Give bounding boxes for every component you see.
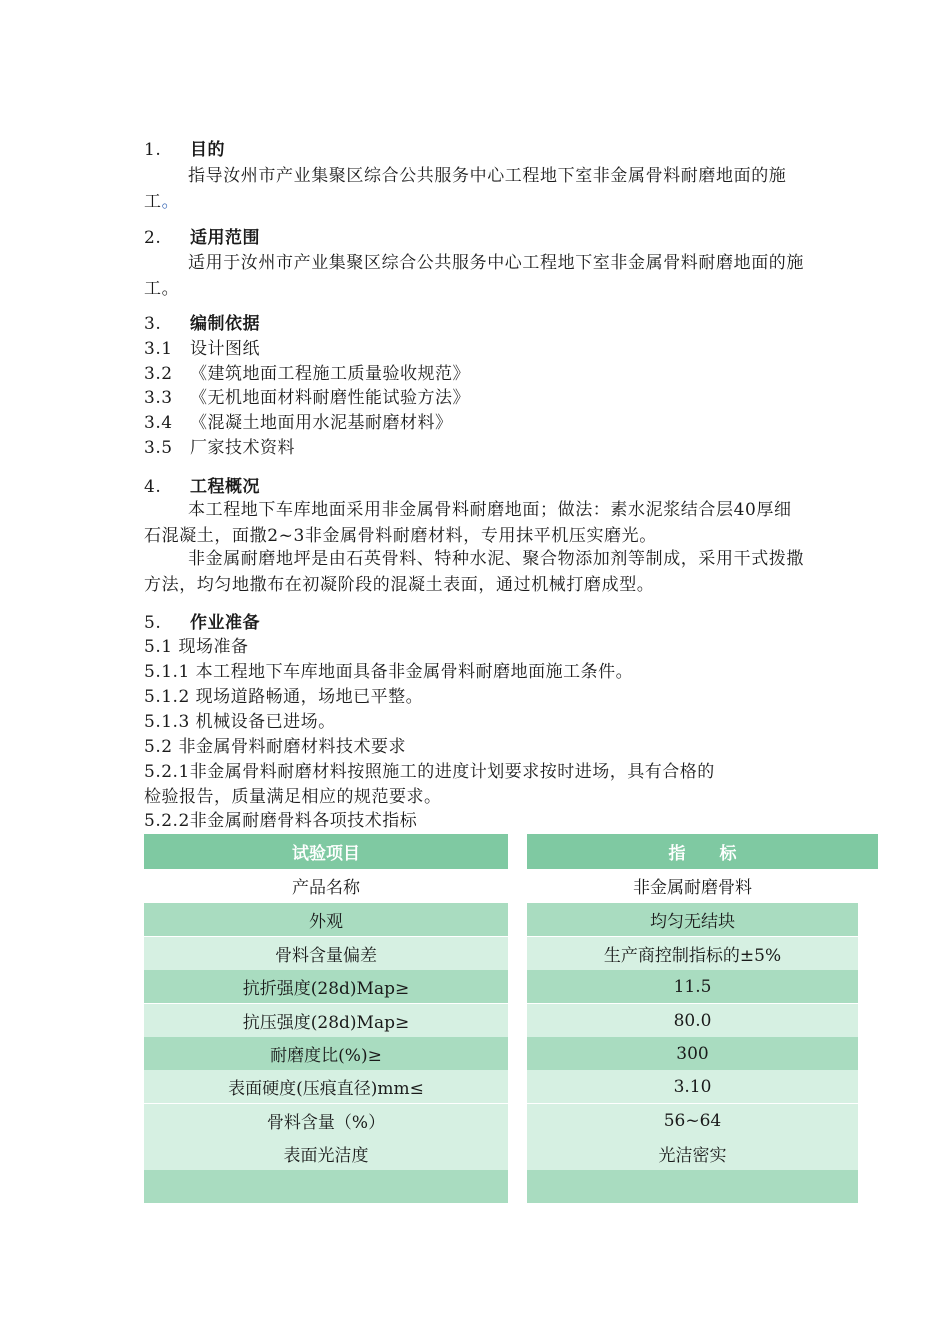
section-number: 3. <box>144 314 162 334</box>
table-cell-spec: 80.0 <box>527 1004 858 1037</box>
table-cell-spec: 300 <box>527 1037 858 1070</box>
prep-item: 5.2.2非金属耐磨骨料各项技术指标 <box>144 811 418 831</box>
table-header-item: 试验项目 <box>144 834 508 869</box>
reference-item: 3.4 《混凝土地面用水泥基耐磨材料》 <box>144 413 453 433</box>
prep-item: 检验报告，质量满足相应的规范要求。 <box>144 787 442 807</box>
table-cell-spec: 生产商控制指标的±5% <box>527 937 858 970</box>
table-cell-item: 抗折强度(28d)Map≥ <box>144 970 508 1003</box>
table-cell-item: 表面光洁度 <box>144 1137 508 1170</box>
section-title: 工程概况 <box>190 477 260 497</box>
prep-item: 5.2 非金属骨料耐磨材料技术要求 <box>144 737 406 757</box>
section-title: 目的 <box>190 140 225 160</box>
section-4-heading <box>144 475 260 499</box>
table-cell-spec: 11.5 <box>527 970 858 1003</box>
section-number: 2. <box>144 228 162 248</box>
table-cell-spec: 光洁密实 <box>527 1137 858 1170</box>
reference-item: 3.1 设计图纸 <box>144 339 260 359</box>
table-cell-spec: 非金属耐磨骨料 <box>527 869 858 902</box>
reference-item: 3.5 厂家技术资料 <box>144 438 295 458</box>
section-title: 作业准备 <box>190 613 260 633</box>
prep-item: 5.1.3 机械设备已进场。 <box>144 712 336 732</box>
section-5-heading <box>144 611 260 635</box>
table-cell-item: 产品名称 <box>144 869 508 902</box>
table-cell-spec: 56~64 <box>527 1104 858 1137</box>
section-title: 编制依据 <box>190 314 260 334</box>
reference-item: 3.2 《建筑地面工程施工质量验收规范》 <box>144 364 470 384</box>
table-cell-item: 表面硬度(压痕直径)mm≤ <box>144 1070 508 1103</box>
table-cell-item: 骨料含量（%） <box>144 1104 508 1137</box>
section-4-paragraph-1: 本工程地下车库地面采用非金属骨料耐磨地面；做法：素水泥浆结合层40厚细石混凝土，面撒2~3非金属骨料耐磨材料，专用抹平机压实磨光。 <box>144 500 792 546</box>
table-cell-item: 骨料含量偏差 <box>144 937 508 970</box>
table-header-spec: 指 标 <box>527 834 878 869</box>
table-cell-spec: 均匀无结块 <box>527 903 858 936</box>
section-number: 5. <box>144 613 162 633</box>
table-cell-spec <box>527 1170 858 1203</box>
section-1-paragraph: 指导汝州市产业集聚区综合公共服务中心工程地下室非金属骨料耐磨地面的施工。 <box>144 166 787 212</box>
section-2-heading <box>144 226 260 250</box>
table-cell-item: 抗压强度(28d)Map≥ <box>144 1004 508 1037</box>
section-number: 4. <box>144 477 162 497</box>
section-number: 1. <box>144 140 162 160</box>
section-4-paragraph-2: 非金属耐磨地坪是由石英骨料、特种水泥、聚合物添加剂等制成，采用干式拨撒方法，均匀地撒布在初凝阶段的混凝土表面，通过机械打磨成型。 <box>144 549 804 595</box>
prep-item: 5.1 现场准备 <box>144 637 249 657</box>
section-title: 适用范围 <box>190 228 260 248</box>
reference-item: 3.3 《无机地面材料耐磨性能试验方法》 <box>144 388 470 408</box>
section-1-heading <box>144 138 225 162</box>
table-cell-item: 外观 <box>144 903 508 936</box>
prep-item: 5.1.2 现场道路畅通，场地已平整。 <box>144 687 424 707</box>
prep-item: 5.2.1非金属骨料耐磨材料按照施工的进度计划要求按时进场，具有合格的 <box>144 762 715 782</box>
prep-item: 5.1.1 本工程地下车库地面具备非金属骨料耐磨地面施工条件。 <box>144 662 634 682</box>
section-3-heading <box>144 312 260 336</box>
table-cell-item <box>144 1170 508 1203</box>
table-cell-item: 耐磨度比(%)≥ <box>144 1037 508 1070</box>
section-2-paragraph: 适用于汝州市产业集聚区综合公共服务中心工程地下室非金属骨料耐磨地面的施工。 <box>144 253 804 299</box>
table-cell-spec: 3.10 <box>527 1070 858 1103</box>
